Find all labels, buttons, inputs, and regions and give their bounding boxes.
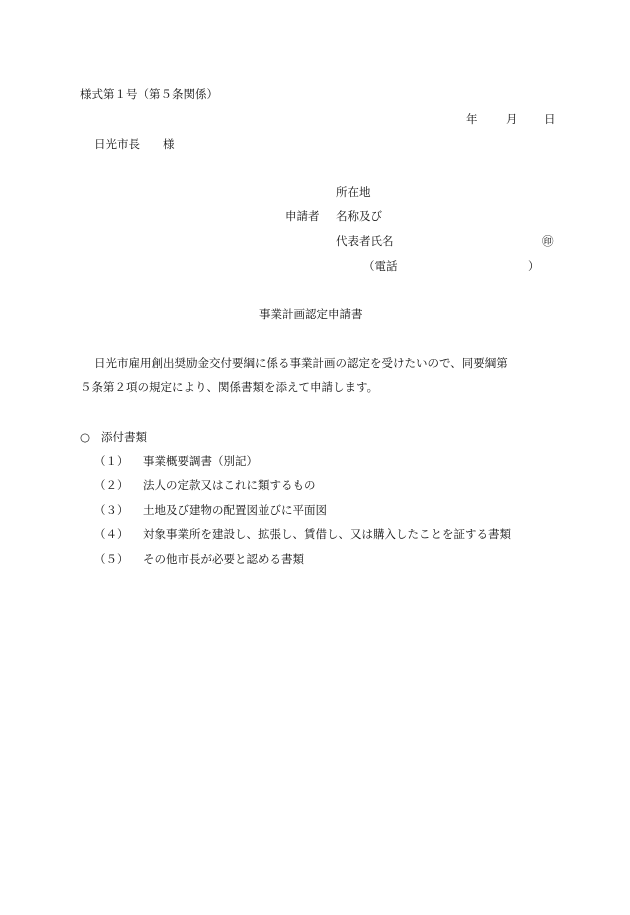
representative-label: 代表者氏名 [336,234,394,248]
phone-open: （電話 [363,259,398,273]
attachment-num: （２） [94,478,129,492]
document-title: 事業計画認定申請書 [259,307,363,321]
form-number: 様式第１号（第５条関係） [80,87,218,101]
date-year: 年 [466,112,478,126]
seal-mark: ㊞ [542,234,554,248]
attachment-text: その他市長が必要と認める書類 [143,552,304,566]
address-label: 所在地 [336,185,371,199]
name-label: 名称及び [336,209,382,223]
date-month: 月 [506,112,518,126]
phone-close: ） [528,259,540,273]
attachment-text: 対象事業所を建設し、拡張し、賃借し、又は購入したことを証する書類 [143,527,511,541]
body-line-2: ５条第２項の規定により、関係書類を添えて申請します。 [80,380,379,394]
body-line-1: 日光市雇用創出奨励金交付要綱に係る事業計画の認定を受けたいので、同要綱第 [94,356,508,370]
attachment-text: 事業概要調書（別記） [143,454,258,468]
date-day: 日 [544,112,556,126]
attachments-bullet: ○ [80,430,91,444]
attachment-num: （３） [94,503,129,517]
attachments-heading: 添付書類 [101,430,147,444]
applicant-label: 申請者 [285,209,320,223]
attachment-num: （１） [94,454,129,468]
attachment-text: 法人の定款又はこれに類するもの [143,478,316,492]
addressee: 日光市長 様 [94,137,175,151]
attachment-num: （４） [94,527,129,541]
attachment-text: 土地及び建物の配置図並びに平面図 [143,503,327,517]
attachment-num: （５） [94,552,129,566]
